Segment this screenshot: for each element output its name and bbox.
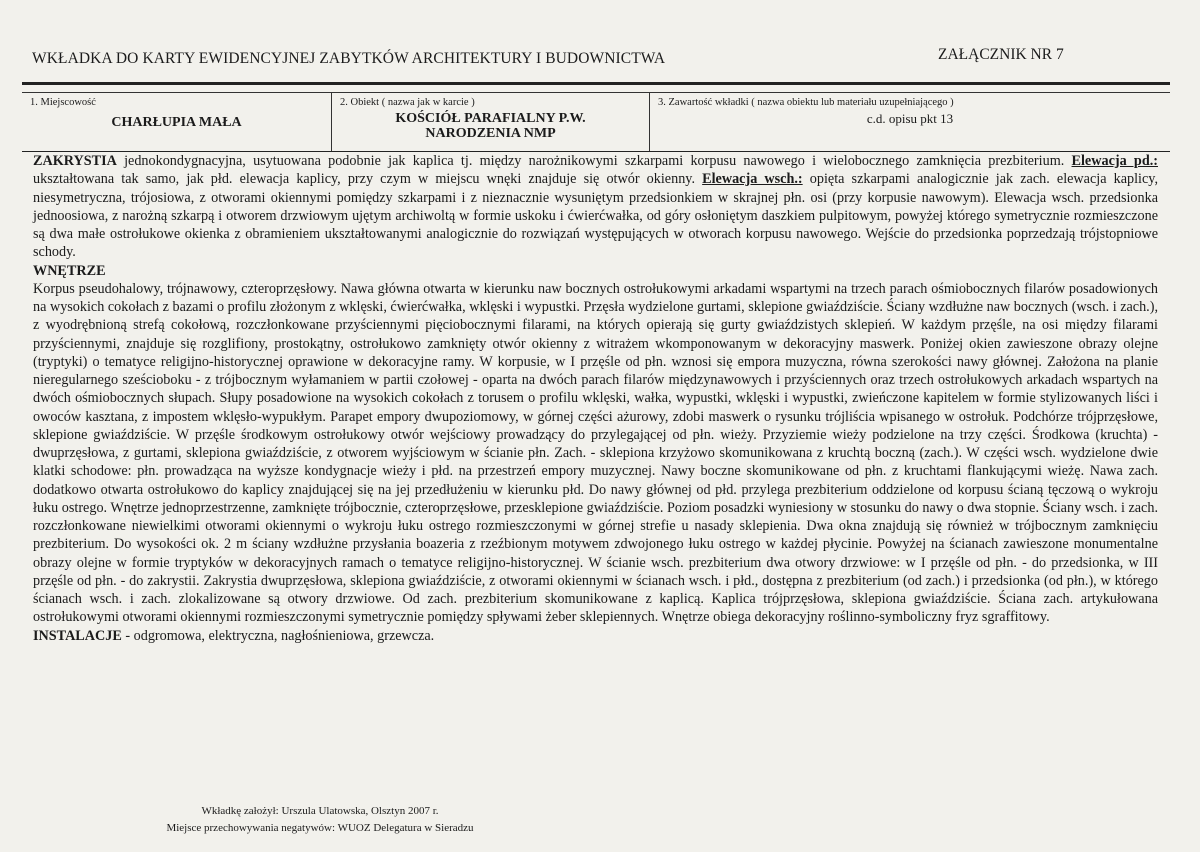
footer-negatives: Miejsce przechowywania negatywów: WUOZ Delegatura w Sieradzu — [166, 822, 474, 834]
object-label: 2. Obiekt ( nazwa jak w karcie ) — [340, 97, 475, 108]
description-text — [33, 152, 1158, 645]
text-segment: jednokondygnacyjna, usytuowana podobnie jak kaplica tj. między narożnikowymi szkarpami korpusu nawowego i wielobocznego zamknięcia prezbiterium. — [116, 153, 1072, 169]
locality-value: CHARŁUPIA MAŁA — [111, 115, 242, 130]
header-table — [22, 92, 1170, 152]
heading-installations: INSTALACJE — [33, 627, 122, 644]
top-rule — [22, 82, 1170, 85]
locality-label: 1. Miejscowość — [30, 97, 96, 108]
content-cell — [649, 93, 1170, 151]
heading-south-elevation: Elewacja pd.: — [1071, 153, 1158, 169]
text-segment: Korpus pseudohalowy, trójnawowy, czteroprzęsłowy. Nawa główna otwarta w kierunku naw bocznych ostrołukowymi arkadami wspartymi na trzech parach ośmiobocznych filarów posadowionych na wysokich cokołach z bazami o profilu złożonym z wklęski, ćwierćwałka, wklęski i wypustki. Przęsła wydzielone gurtami, sklepione gwiaździście. Ściany wzdłużne naw bocznych (wsch. i zach.), z wyodrębnioną strefą cokołową, rozczłonkowane przyściennymi pięciobocznymi filarami, na których opierają się gurty gwiaździstych sklepień. W każdym przęśle, na osi między filarami przyściennymi, znajduje się rozglifiony, prostokątny, ostrołukowo zamknięty otwór okienny z witrażem wkomponowanym w dekoracyjny maswerk. Poniżej okien zawieszone obrazy olejne (tryptyki) o tematyce religijno-historycznej oprawione w dekoracyjne ramy. W korpusie, w I przęśle od płn. wznosi się empora muzyczna, równa szerokości nawy głównej. Założona na planie nieregularnego sześcioboku - z trójbocznym wyłamaniem w partii czołowej - oparta na dwóch parach filarów międzynawowych i przyściennych oraz trzech ostrołukowych arkadach wspartych na dwóch ośmiobocznych słupach. Słupy posadowione na wysokich cokołach z torusem o profilu wklęski, wałka, wypustki, wklęski i wypustki, zwieńczone kapitelem w formie stylizowanych liści i owoców kasztana, z impostem wklęsło-wypukłym. Parapet empory dwupoziomowy, w górnej części ażurowy, zdobi maswerk o rysunku trójliścia wpisanego w ostrołuk. Podchórze trójprzęsłowe, sklepione gwiaździście. W przęśle środkowym ostrołukowy otwór wejściowy prowadzący do przylegającej od płn. wieży. Przyziemie wieży podzielone na trzy części. Środkowa (kruchta) - dwuprzęsłowa, z gurtami, sklepiona gwiaździście, z otworem wyjściowym w ścianie płn. Zach. - sklepiona krzyżowo skomunikowana z kruchtą boczną (zach.). W części wsch. wydzielone dwie klatki schodowe: płn. prowadząca na wyższe kondygnacje wieży i płd. na przestrzeń empory muzycznej. Nawy boczne skomunikowane od płn. z kruchtami flankującymi wieżę. Nawa zach. dodatkowo otwarta ostrołukowo do kaplicy znajdującej się na jej przedłużeniu w kierunku płd. Do nawy głównej od płd. przylega prezbiterium oddzielone od korpusu ścianą tęczową o wykroju łuku ostrego. Wnętrze jednoprzestrzenne, zamknięte trójbocznie, czteroprzęsłowe, przesklepione gwiaździście. Poziom posadzki wyniesiony w stosunku do nawy o dwa stopnie. Ściany wsch. i zach. rozczłonkowane niewielkimi otworami okiennymi o wykroju łuku ostrego rozmieszczonymi w górnej strefie u nasady sklepienia. Dwa okna znajdują się również w trójbocznym zamknięciu prezbiterium. Do wysokości ok. 2 m ściany wzdłużne przysłania boazeria z rzeźbionym motywem zdwojonego łuku ostrego w każdej płycinie. Powyżej na ścianach zawieszone monumentalne obrazy olejne w formie tryptyków w dekoracyjnych ramach o tematyce religijno-historycznej. W ścianie wsch. prezbiterium dwa otwory drzwiowe: w I przęśle od płn. - do przedsionka, w III przęśle od płn. - do zakrystii. Zakrystia dwuprzęsłowa, sklepiona gwiaździście, z otworami okiennymi w ścianach wsch. i płd., dostępna z prezbiterium (od zach.) i przedsionka (od płn.), w którego ścianach wsch. i zach. zlokalizowane są otwory drzwiowe. Od zach. prezbiterium skomunikowane z kaplicą. Kaplica trójprzęsłowa, sklepiona gwiaździście. Ściana zach. artykułowana ostrołukowymi otworami okiennymi rozmieszczonymi symetrycznie pomiędzy spływami żeber sklepiennych. Wnętrze obiega dekoracyjny roślinno-symboliczny fryz sgraffitowy. — [33, 280, 1158, 626]
page-title: WKŁADKA DO KARTY EWIDENCYJNEJ ZABYTKÓW ARCHITEKTURY I BUDOWNICTWA — [32, 50, 666, 67]
paragraph-installations — [33, 627, 1158, 645]
object-value-line1: KOŚCIÓŁ PARAFIALNY P.W. — [395, 111, 586, 126]
attachment-number: ZAŁĄCZNIK NR 7 — [938, 46, 1064, 63]
text-segment: - odgromowa, elektryczna, nagłośnieniowa, grzewcza. — [121, 627, 435, 644]
content-value: c.d. opisu pkt 13 — [866, 111, 954, 126]
paragraph-interior — [33, 262, 1158, 627]
heading-east-elevation: Elewacja wsch.: — [702, 171, 803, 188]
object-cell — [331, 93, 649, 151]
footer — [0, 803, 640, 837]
paragraph-sacristy — [33, 152, 1158, 262]
heading-interior: WNĘTRZE — [33, 262, 106, 279]
footer-author: Wkładkę założył: Urszula Ulatowska, Olsztyn 2007 r. — [201, 805, 439, 817]
content-label: 3. Zawartość wkładki ( nazwa obiektu lub materiału uzupełniającego ) — [658, 97, 954, 108]
text-segment: ukształtowana tak samo, jak płd. elewacja kaplicy, przy czym w miejscu wnęki znajduje się otwór okienny. — [33, 171, 703, 188]
object-value — [332, 111, 649, 141]
heading-sacristy: ZAKRYSTIA — [33, 153, 117, 169]
locality-cell — [22, 93, 331, 151]
text-segment: opięta szkarpami analogicznie jak zach. elewacja kaplicy, niesymetryczna, trójosiowa, z otworami okiennymi pomiędzy szkarpami i z nieznacznie wysuniętym przedsionkiem w skrajnej płn. osi (przy korpusie nawowym). Elewacja wsch. przedsionka jednoosiowa, z narożną szkarpą i otworem drzwiowym ujętym archiwoltą w formie uskoku i ćwierćwałka, od góry osłoniętym daszkiem pulpitowym, powyżej którego symetrycznie rozmieszczone są dwa małe ostrołukowe okienka z obramieniem ukształtowanymi analogicznie do rozwiązań występujących w otworach korpusu nawowego. Wejście do przedsionka poprzedzają trójstopniowe schody. — [33, 171, 1159, 261]
object-value-line2: NARODZENIA NMP — [425, 126, 556, 141]
